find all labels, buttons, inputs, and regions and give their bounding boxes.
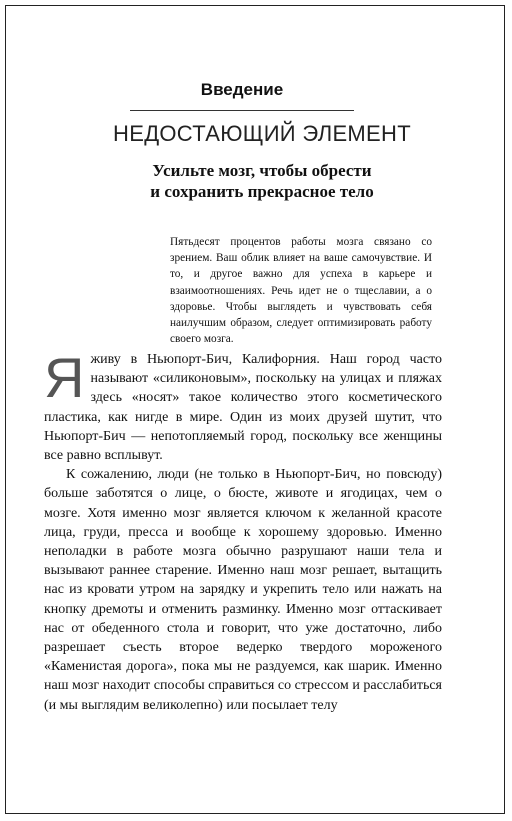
drop-cap: Я <box>44 346 85 409</box>
chapter-subtitle <box>60 160 464 202</box>
epigraph: Пятьдесят процентов работы мозга связано со зрением. Ваш облик влияет на ваше самочувствие. И то, и другое важно для успеха в карьере и взаимоотношениях. Речь идет не о тщеславии, а о здоровье. Чтобы выглядеть и чувствовать себя наилучшим образом, следует оптимизировать работу своего мозга. <box>170 236 432 346</box>
subtitle-line-2: и сохранить прекрасное тело <box>150 182 374 201</box>
subtitle-line-1: Усильте мозг, чтобы обрести <box>152 161 372 180</box>
section-divider <box>130 110 354 111</box>
chapter-title: НЕДОСТАЮЩИЙ ЭЛЕМЕНТ <box>113 121 411 146</box>
paragraph-1-text: живу в Ньюпорт-Бич, Калифорния. Наш город часто называют «силиконовым», поскольку на улицах и пляжах здесь «носят» такое количество этого косметического пластика, как нигде в мире. Один из моих друзей шутит, что Ньюпорт-Бич — непотопляемый город, поскольку все женщины все равно всплывут. <box>44 352 442 464</box>
section-label: Введение <box>200 80 284 99</box>
paragraph-1 <box>44 346 442 465</box>
paragraph-2: К сожалению, люди (не только в Ньюпорт-Бич, но повсюду) больше заботятся о лице, о бюсте, животе и ягодицах, чем о мозге. Хотя именно мозг является ключом к желанной красоте лица, груди, пресса и вообще к хорошему здоровью. Именно неполадки в работе мозга обычно разрушают наши тела и вызывают раннее старение. Именно наш мозг решает, вытащить нас из кровати утром на зарядку и укрепить тело или нажать на кнопку дремоты и отменить разминку. Именно мозг оттаскивает нас от обеденного стола и говорит, что уже достаточно, либо разрешает съесть второе ведерко твердого мороженого «Каменистая дорога», пока мы не раздуемся, как шарик. Именно наш мозг находит способы справиться со стрессом и расслабиться (и мы выглядим великолепно) или посылает телу <box>44 467 442 713</box>
body-text <box>44 346 442 715</box>
